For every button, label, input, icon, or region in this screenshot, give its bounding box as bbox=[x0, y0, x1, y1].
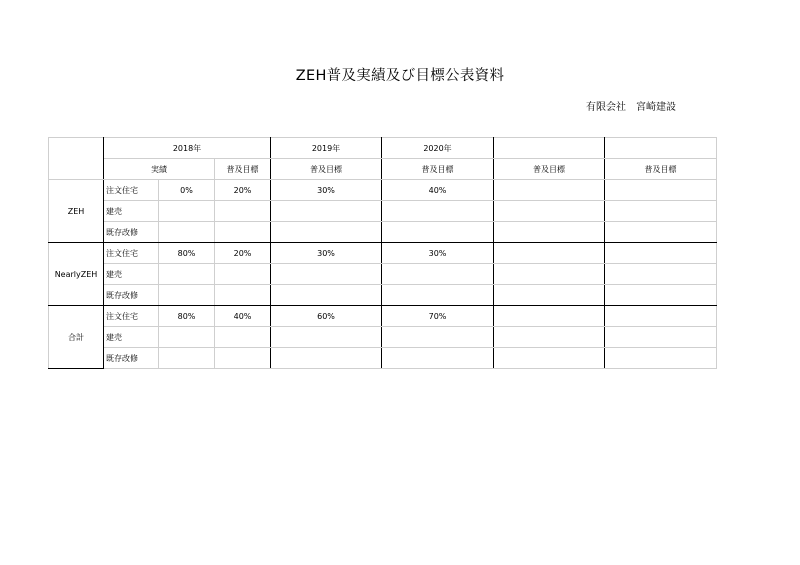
row-label: 既存改修 bbox=[104, 222, 159, 243]
zeh-table bbox=[48, 137, 717, 369]
cell-actual bbox=[159, 285, 215, 306]
row-label: 建売 bbox=[104, 327, 159, 348]
cell-blank-1 bbox=[494, 243, 605, 264]
cell-actual bbox=[159, 201, 215, 222]
cell-blank-1 bbox=[494, 201, 605, 222]
cell-blank-1 bbox=[494, 222, 605, 243]
row-label: 既存改修 bbox=[104, 285, 159, 306]
header-year-2020: 2020年 bbox=[382, 138, 494, 159]
page-title: ZEH普及実績及び目標公表資料 bbox=[295, 68, 505, 84]
cell-blank-2 bbox=[605, 222, 717, 243]
row-label: 注文住宅 bbox=[104, 180, 159, 201]
cell-target-2020 bbox=[382, 327, 494, 348]
cell-blank-1 bbox=[494, 264, 605, 285]
cell-target-2019 bbox=[271, 222, 382, 243]
header-row-years bbox=[49, 138, 717, 159]
header-target-2019: 普及目標 bbox=[271, 159, 382, 180]
cell-actual bbox=[159, 264, 215, 285]
cell-blank-2 bbox=[605, 285, 717, 306]
cell-target-2019: 30% bbox=[271, 243, 382, 264]
row-label: 注文住宅 bbox=[104, 243, 159, 264]
cell-target-2020: 30% bbox=[382, 243, 494, 264]
table-row bbox=[49, 180, 717, 201]
cell-target-2019 bbox=[271, 348, 382, 369]
table-row bbox=[49, 327, 717, 348]
company-name: 有限会社 宮崎建設 bbox=[586, 102, 676, 113]
cell-target-2020 bbox=[382, 201, 494, 222]
cell-target-2020 bbox=[382, 348, 494, 369]
cell-actual bbox=[159, 222, 215, 243]
cell-target-2019 bbox=[271, 264, 382, 285]
cell-blank-1 bbox=[494, 180, 605, 201]
table-row bbox=[49, 222, 717, 243]
cell-actual: 0% bbox=[159, 180, 215, 201]
cell-target-2020: 70% bbox=[382, 306, 494, 327]
header-year-blank-1 bbox=[494, 138, 605, 159]
header-target-blank-2: 普及目標 bbox=[605, 159, 717, 180]
header-actual: 実績 bbox=[104, 159, 215, 180]
header-target-blank-1: 普及目標 bbox=[494, 159, 605, 180]
cell-target-2020 bbox=[382, 285, 494, 306]
table-row bbox=[49, 306, 717, 327]
cell-target-2019: 60% bbox=[271, 306, 382, 327]
cell-target-2018 bbox=[215, 264, 271, 285]
header-corner bbox=[49, 138, 104, 180]
table-row bbox=[49, 348, 717, 369]
cell-target-2019: 30% bbox=[271, 180, 382, 201]
header-year-2018: 2018年 bbox=[104, 138, 271, 159]
cell-blank-1 bbox=[494, 306, 605, 327]
cell-target-2019 bbox=[271, 201, 382, 222]
table-row bbox=[49, 243, 717, 264]
cell-target-2018: 20% bbox=[215, 180, 271, 201]
cell-target-2018 bbox=[215, 201, 271, 222]
cell-target-2018: 40% bbox=[215, 306, 271, 327]
cell-target-2018 bbox=[215, 222, 271, 243]
cell-target-2018 bbox=[215, 348, 271, 369]
group-label-total: 合計 bbox=[49, 306, 104, 369]
cell-blank-2 bbox=[605, 201, 717, 222]
cell-blank-2 bbox=[605, 348, 717, 369]
cell-actual: 80% bbox=[159, 306, 215, 327]
row-label: 建売 bbox=[104, 264, 159, 285]
cell-blank-2 bbox=[605, 264, 717, 285]
header-target-2020: 普及目標 bbox=[382, 159, 494, 180]
cell-actual bbox=[159, 348, 215, 369]
cell-target-2019 bbox=[271, 327, 382, 348]
cell-target-2020 bbox=[382, 222, 494, 243]
cell-blank-1 bbox=[494, 327, 605, 348]
row-label: 注文住宅 bbox=[104, 306, 159, 327]
cell-blank-1 bbox=[494, 348, 605, 369]
header-year-blank-2 bbox=[605, 138, 717, 159]
header-year-2019: 2019年 bbox=[271, 138, 382, 159]
cell-target-2020 bbox=[382, 264, 494, 285]
cell-blank-2 bbox=[605, 243, 717, 264]
cell-target-2018 bbox=[215, 327, 271, 348]
cell-target-2020: 40% bbox=[382, 180, 494, 201]
table-row bbox=[49, 285, 717, 306]
cell-blank-1 bbox=[494, 285, 605, 306]
table-row bbox=[49, 201, 717, 222]
row-label: 既存改修 bbox=[104, 348, 159, 369]
cell-actual: 80% bbox=[159, 243, 215, 264]
table-row bbox=[49, 264, 717, 285]
row-label: 建売 bbox=[104, 201, 159, 222]
group-label-nearly-zeh: NearlyZEH bbox=[49, 243, 104, 306]
header-target-2018: 普及目標 bbox=[215, 159, 271, 180]
cell-target-2018 bbox=[215, 285, 271, 306]
header-row-sub bbox=[49, 159, 717, 180]
cell-blank-2 bbox=[605, 180, 717, 201]
cell-target-2019 bbox=[271, 285, 382, 306]
group-label-zeh: ZEH bbox=[49, 180, 104, 243]
cell-actual bbox=[159, 327, 215, 348]
cell-target-2018: 20% bbox=[215, 243, 271, 264]
cell-blank-2 bbox=[605, 327, 717, 348]
cell-blank-2 bbox=[605, 306, 717, 327]
